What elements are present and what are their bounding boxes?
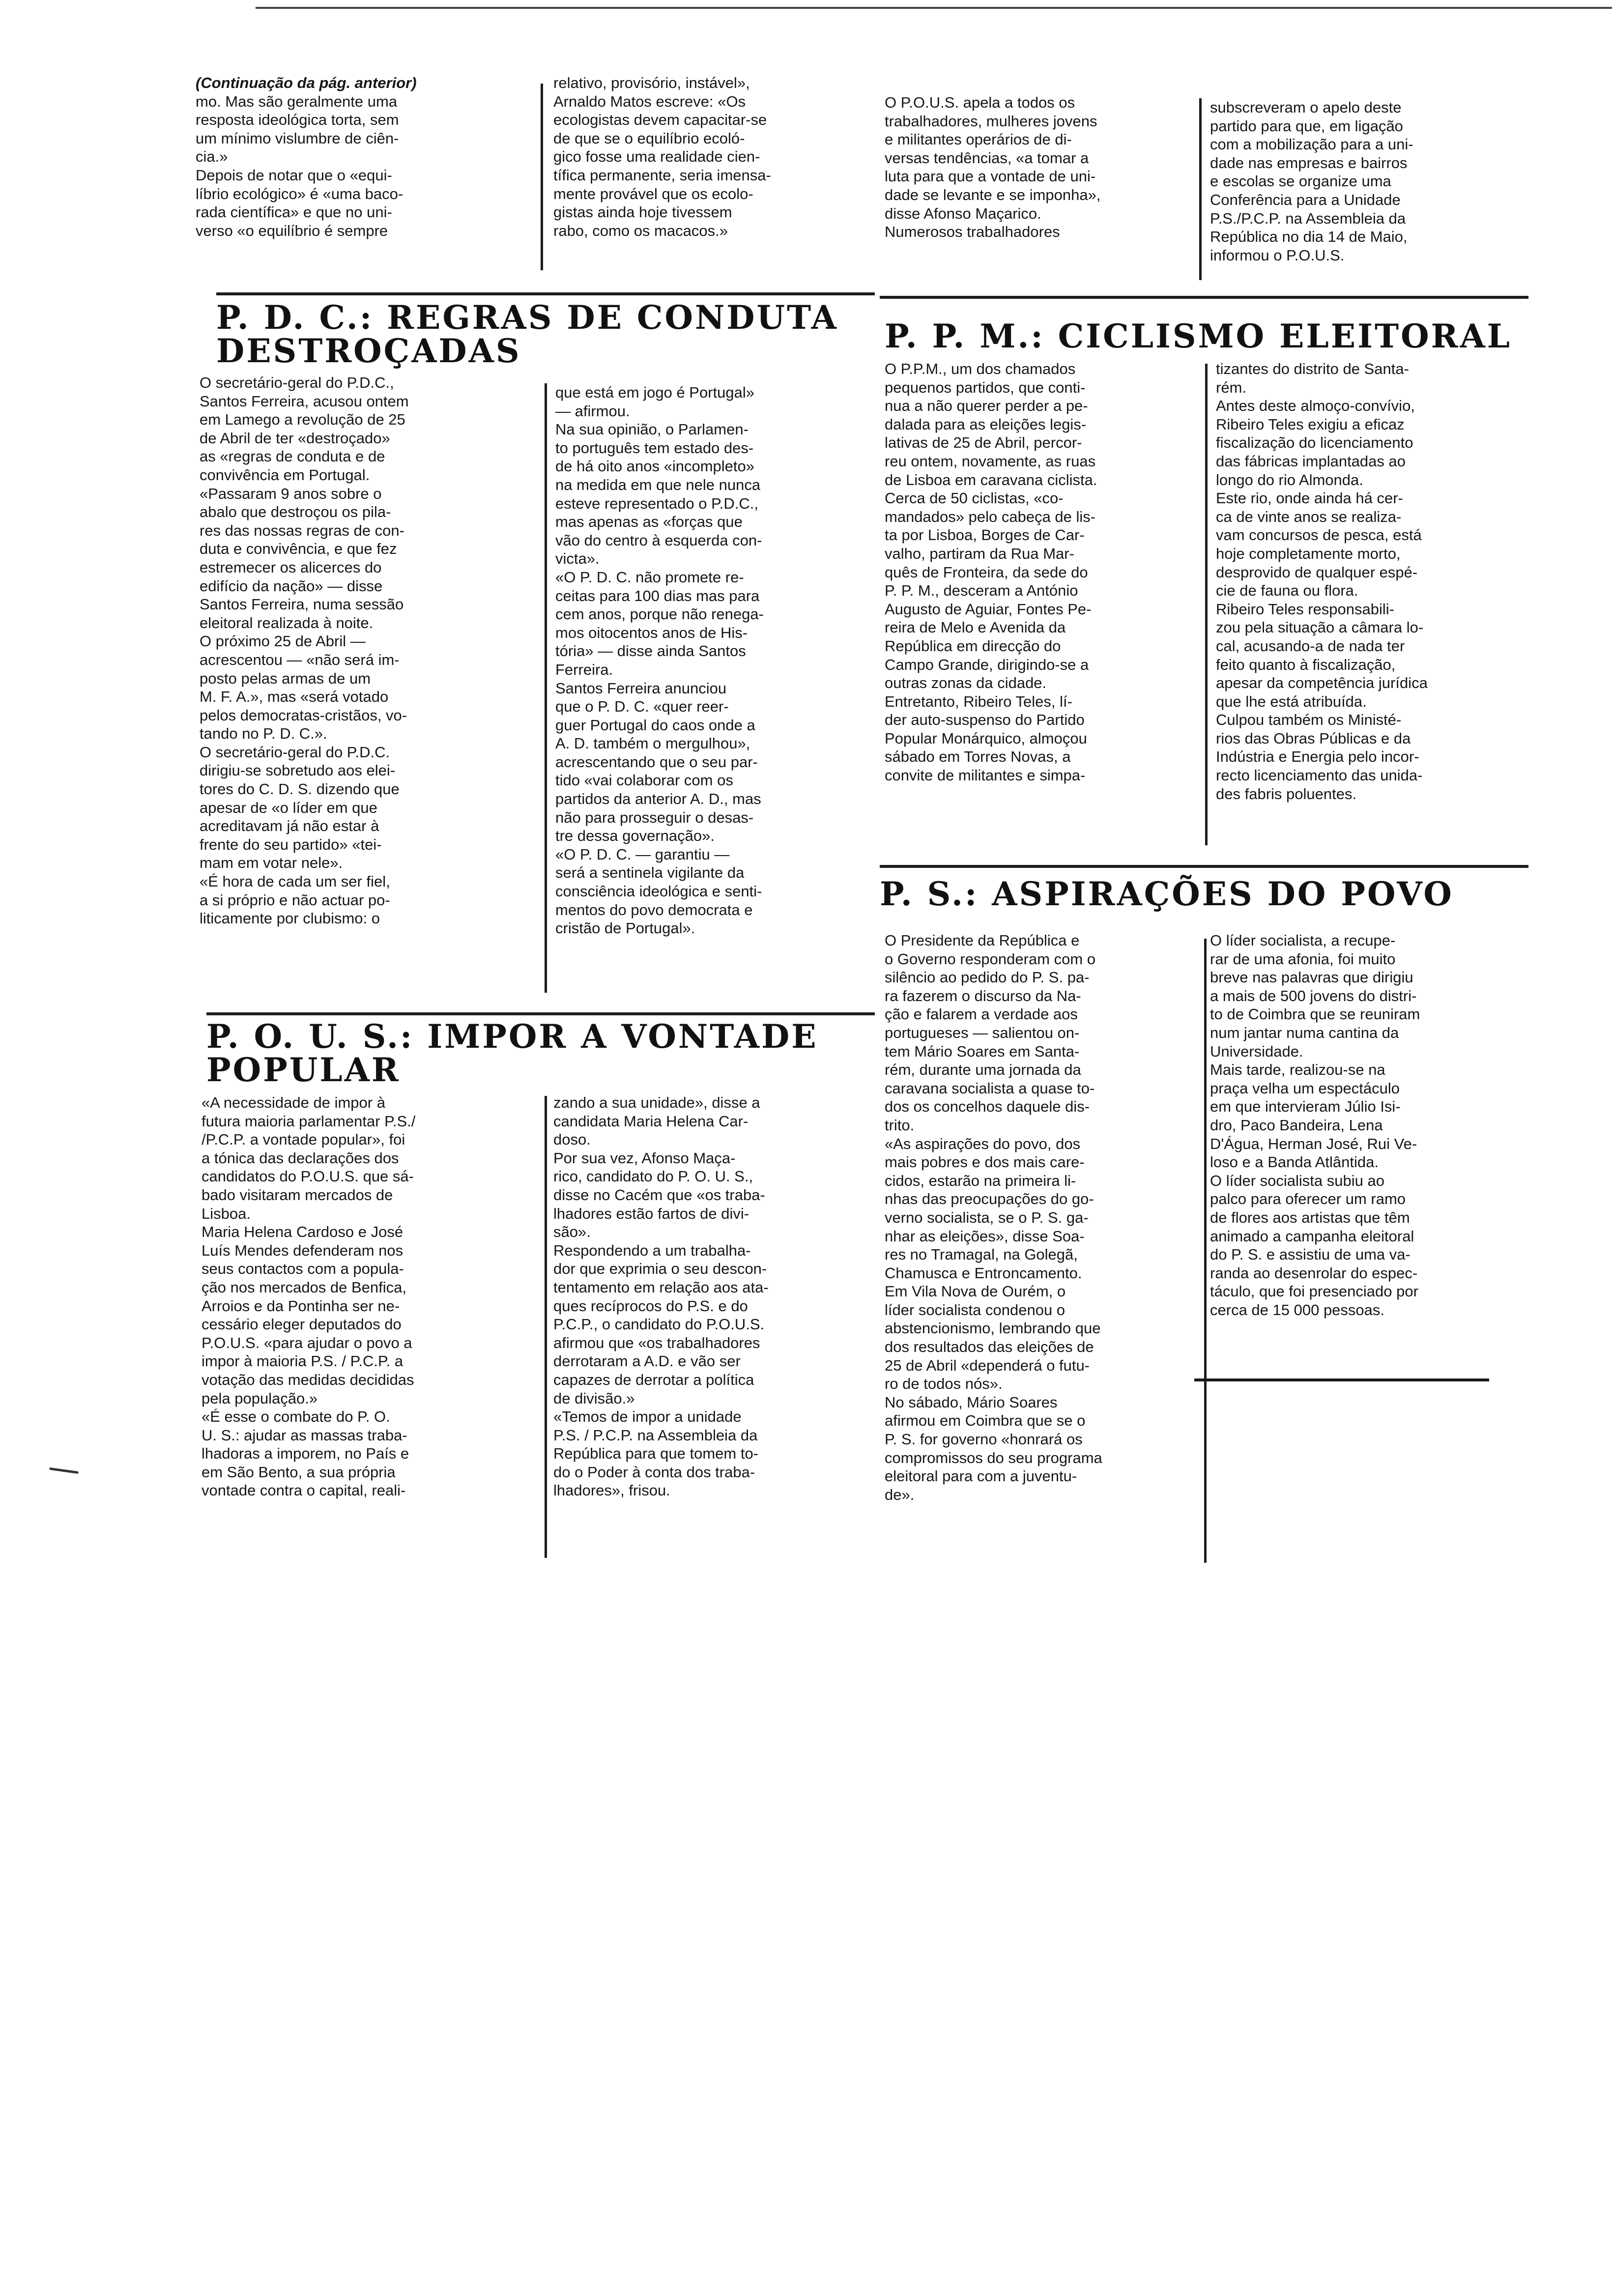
ppm-col1 (885, 360, 1199, 851)
ppm-headline: P. P. M.: CICLISMO ELEITORAL (885, 317, 1512, 355)
edge-mark (49, 1467, 79, 1474)
top-col2 (553, 74, 873, 280)
top-col4 (1210, 98, 1529, 285)
ppm-col2-text: tizantes do distrito de Santa- rém. Antes deste almoço-convívio, Ribeiro Teles exigiu a eficaz fiscalização do licenciamento das fábricas implantadas ao longo do rio Almonda. Este rio, onde ainda há cer- ca de vinte anos se realiza- vam concursos de pesca, está hoje completamente morto, desprovido de qualquer espé- cie de fauna ou flora. Ribeiro Teles responsabili- zou pela situação a câmara lo- cal, acusando-a de nada ter feito quanto à fiscalização, apesar da competência jurídica que lhe está atribuída. Culpou também os Ministé- rios das Obras Públicas e da Indústria e Energia pelo incor- recto licenciamento das unida- des fabris poluentes. (1216, 360, 1428, 803)
ps-col1 (885, 931, 1199, 1570)
pous-col2 (553, 1093, 878, 1565)
pous-divider (545, 1096, 547, 1558)
top-col2-text: relativo, provisório, instável», Arnaldo Matos escreve: «Os ecologistas devem capacitar-se de que se o equilíbrio ecoló- gico fosse uma realidade cien- tífica permanente, seria imensa- mente provável que os ecolo- gistas ainda hoje tivessem rabo, como os macacos.» (553, 74, 771, 239)
top-col1 (196, 74, 525, 280)
pous-col1 (202, 1093, 536, 1565)
page-top-rule (256, 7, 1612, 9)
top-col1-text: mo. Mas são geralmente uma resposta ideológica torta, sem um mínimo vislumbre de ciên- cia.» Depois de notar que o «equi- líbrio ecológico» é «uma baco- rada científica» e que no uni- verso «o equilíbrio é sempre (196, 92, 403, 239)
rule-below-ps (1194, 1378, 1489, 1381)
pous-col2-text: zando a sua unidade», disse a candidata Maria Helena Car- doso. Por sua vez, Afonso Maça- rico, candidato do P. O. U. S., disse no Cacém que «os traba- lhadores estão fartos de divi- são». Respondendo a um trabalha- dor que exprimia o seu descon- tentamento em relação aos ata- ques recíprocos do P.S. e do P.C.P., o candidato do P.O.U.S. afirmou que «os trabalhadores derrotaram a A.D. e vão ser capazes de derrotar a política de divisão.» «Temos de impor a unidade P.S. / P.C.P. na Assembleia da República para que tomem to- do o Poder à conta dos traba- lhadores», frisou. (553, 1094, 769, 1499)
continuation-label: (Continuação da pág. anterior) (196, 74, 417, 91)
top-divider-1 (541, 84, 543, 270)
pdc-divider (545, 383, 547, 993)
rule-above-ps (880, 865, 1528, 868)
rule-above-pous (206, 1012, 875, 1015)
pous-headline: P. O. U. S.: IMPOR A VONTADE POPULAR (206, 1017, 818, 1089)
rule-above-pdc (216, 292, 875, 295)
ppm-divider (1205, 364, 1208, 845)
top-col3-text: O P.O.U.S. apela a todos os trabalhadores, mulheres jovens e militantes operários de di- versas tendências, «a tomar a luta para que a vontade de uni- dade se levante e se imponha», disse Afonso Maçarico. Numerosos trabalhadores (885, 94, 1101, 241)
top-col4-text: subscreveram o apelo deste partido para que, em ligação com a mobilização para a uni- dade nas empresas e bairros e escolas se organize uma Conferência para a Unidade P.S./P.C.P. na Assembleia da República no dia 14 de Maio, informou o P.O.U.S. (1210, 99, 1413, 264)
ppm-col2 (1216, 360, 1535, 851)
rule-above-ppm (880, 296, 1528, 299)
pdc-headline: P. D. C.: REGRAS DE CONDUTA DESTROÇADAS (216, 298, 838, 370)
pous-col1-text: «A necessidade de impor à futura maioria parlamentar P.S./ /P.C.P. a vontade popular», foi a tónica das declarações dos candidatos do P.O.U.S. que sá- bado visitaram mercados de Lisboa. Maria Helena Cardoso e José Luís Mendes defenderam nos seus contactos com a popula- ção nos mercados de Benfica, Arroios e da Pontinha ser ne- cessário eleger deputados do P.O.U.S. «para ajudar o povo a impor à maioria P.S. / P.C.P. a votação das medidas decididas pela população.» «É esse o combate do P. O. U. S.: ajudar as massas traba- lhadoras a imporem, no País e em São Bento, a sua própria vontade contra o capital, reali- (202, 1094, 416, 1499)
pdc-col1-text: O secretário-geral do P.D.C., Santos Ferreira, acusou ontem em Lamego a revolução de 25 de Abril de ter «destroçado» as «regras de conduta e de convivência em Portugal. «Passaram 9 anos sobre o abalo que destroçou os pila- res das nossas regras de con- duta e convivência, e que fez estremecer os alicerces do edifício da nação» — disse Santos Ferreira, numa sessão eleitoral realizada à noite. O próximo 25 de Abril — acrescentou — «não será im- posto pelas armas de um M. F. A.», mas «será votado pelos democratas-cristãos, vo- tando no P. D. C.». O secretário-geral do P.D.C. dirigiu-se sobretudo aos elei- tores do C. D. S. dizendo que apesar de «o líder em que acreditavam já não estar à frente do seu partido» «tei- mam em votar nele». «É hora de cada um ser fiel, a si próprio e não actuar po- liticamente por clubismo: o (200, 374, 409, 927)
ppm-col1-text: O P.P.M., um dos chamados pequenos partidos, que conti- nua a não querer perder a pe- dalada para as eleições legis- lativas de 25 de Abril, percor- reu ontem, novamente, as ruas de Lisboa em caravana ciclista. Cerca de 50 ciclistas, «co- mandados» pelo cabeça de lis- ta por Lisboa, Borges de Car- valho, partiram da Rua Mar- quês de Fronteira, da sede do P. P. M., desceram a António Augusto de Aguiar, Fontes Pe- reira de Melo e Avenida da República em direcção do Campo Grande, dirigindo-se a outras zonas da cidade. Entretanto, Ribeiro Teles, lí- der auto-suspenso do Partido Popular Monárquico, almoçou sábado em Torres Novas, a convite de militantes e simpa- (885, 360, 1097, 784)
top-divider-2 (1199, 98, 1202, 280)
ps-col2 (1210, 931, 1534, 1374)
pdc-col2 (555, 383, 875, 1003)
pdc-col1 (200, 373, 529, 1003)
top-col3 (885, 93, 1189, 280)
ps-col1-text: O Presidente da República e o Governo responderam com o silêncio ao pedido do P. S. pa- ra fazerem o discurso da Na- ção e falarem a verdade aos portugueses — salientou on- tem Mário Soares em Santa- rém, durante uma jornada da caravana socialista a quase to- dos os concelhos daquele dis- trito. «As aspirações do povo, dos mais pobres e dos mais care- cidos, estarão na primeira li- nhas das preocupações do go- verno socialista, se o P. S. ga- nhar as eleições», disse Soa- res no Tramagal, na Golegã, Chamusca e Entroncamento. Em Vila Nova de Ourém, o líder socialista condenou o abstencionismo, lembrando que dos resultados das eleições de 25 de Abril «dependerá o futu- ro de todos nós». No sábado, Mário Soares afirmou em Coimbra que se o P. S. for governo «honrará os compromissos do seu programa eleitoral para com a juventu- de». (885, 932, 1102, 1503)
pdc-col2-text: que está em jogo é Portugal» — afirmou. Na sua opinião, o Parlamen- to português tem estado des- de há oito anos «incompleto» na medida em que nele nunca esteve representado o P.D.C., mas apenas as «forças que vão do centro à esquerda con- victa». «O P. D. C. não promete re- ceitas para 100 dias mas para cem anos, porque não renega- mos oitocentos anos de His- tória» — disse ainda Santos Ferreira. Santos Ferreira anunciou que o P. D. C. «quer reer- guer Portugal do caos onde a A. D. também o mergulhou», acrescentando que o seu par- tido «vai colaborar com os partidos da anterior A. D., mas não para prosseguir o desas- tre dessa governação». «O P. D. C. — garantiu — será a sentinela vigilante da consciência ideológica e senti- mentos do povo democrata e cristão de Portugal». (555, 384, 764, 937)
ps-col2-text: O líder socialista, a recupe- rar de uma afonia, foi muito breve nas palavras que dirigiu a mais de 500 jovens do distri- to de Coimbra que se reuniram num jantar numa cantina da Universidade. Mais tarde, realizou-se na praça velha um espectáculo em que intervieram Júlio Isi- dro, Paco Bandeira, Lena D'Água, Herman José, Rui Ve- loso e a Banda Atlântida. O líder socialista subiu ao palco para oferecer um ramo de flores aos artistas que têm animado a campanha eleitoral do P. S. e assistiu de uma va- randa ao desenrolar do espec- táculo, que foi presenciado por cerca de 15 000 pessoas. (1210, 932, 1420, 1319)
ps-divider (1204, 939, 1207, 1563)
ps-headline: P. S.: ASPIRAÇÕES DO POVO (880, 875, 1454, 913)
